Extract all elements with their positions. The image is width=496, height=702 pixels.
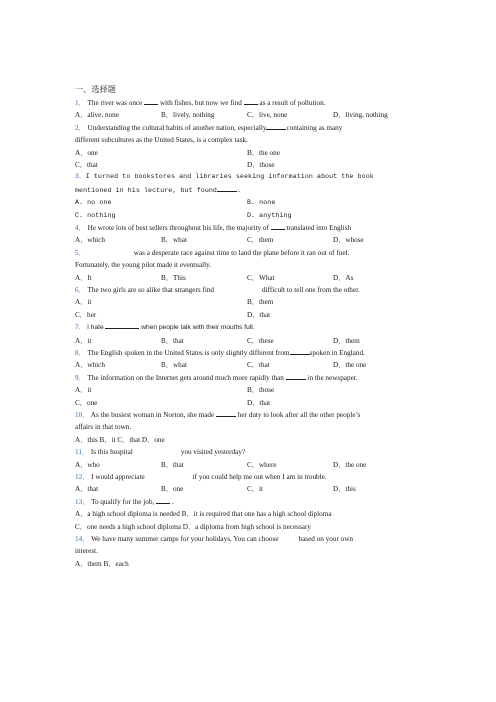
question-3: 3．I turned to bookstores and libraries seeking information about the book [75, 173, 374, 181]
question-14-cont: interest. [75, 547, 98, 556]
options-row: A．one B．the one [75, 148, 280, 157]
options-row: C．her D．that [75, 310, 271, 319]
answer-blank [266, 122, 286, 130]
options-row: A．It B．This C．What D．As [75, 273, 354, 282]
question-1: 1． The river was once with fishes, but now we find as a result of pollution. [75, 99, 326, 107]
options-row: A．who B．that C．where D．the one [75, 460, 367, 469]
options-row: A．alive, none B．lively, nothing C．live, none D．living, nothing [75, 111, 388, 120]
question-9: 9． The information on the Internet gets around much more rapidly than in the newspaper. [75, 373, 358, 382]
options-row: A．which B．what C．them D．whose [75, 236, 364, 245]
answer-blank [286, 372, 306, 380]
question-6: 6． The two girls are so alike that strangers find difficult to tell one from the other. [75, 285, 360, 294]
options-row: A．it B．that C．these D．them [75, 336, 360, 345]
answer-blank [217, 184, 237, 192]
options-row: A．a high school diploma is needed B．it is required that one has a high school diploma [75, 510, 332, 519]
options-row: A．this B．it C．that D．one [75, 435, 165, 444]
options-row: C．that D．those [75, 161, 275, 169]
options-row: A．which B．what C．that D．the one [75, 361, 367, 370]
options-row: C. nothing D. anything [75, 211, 292, 219]
answer-blank [271, 222, 285, 230]
question-4: 4． He wrote lots of best sellers throughout his life, the majority of translated into English [75, 223, 352, 232]
question-3-cont: mentioned in his lecture, but found . [75, 184, 420, 197]
options-row: C．one D．that [75, 398, 271, 407]
options-row: A. no one B. none [75, 199, 276, 207]
answer-blank [216, 409, 236, 417]
question-12: 12． I would appreciate if you could help me out when I am in trouble. [75, 472, 327, 481]
question-13: 13． To qualify for the job, . [75, 497, 174, 506]
options-row: A．it B．those [75, 386, 275, 395]
answer-blank [244, 97, 258, 105]
answer-blank [290, 347, 310, 355]
question-14: 14． We have many summer camps for your holidays. You can choose based on your own [75, 534, 354, 543]
options-row: A．it B．them [75, 298, 274, 307]
question-7: 7． I hate when people talk with their mouths full. [75, 321, 420, 334]
question-5: 5． was a desperate race against time to land the plane before it ran out of fuel. [75, 248, 350, 257]
question-sheet [75, 84, 420, 570]
question-5-cont: Fortunately, the young pilot made it eventually. [75, 261, 211, 270]
question-2: 2． Understanding the cultural habits of another nation, especially containing as many [75, 123, 343, 132]
options-row: C．one needs a high school diploma D．a diploma from high school is necessary [75, 522, 311, 531]
section-title: 一、选择题 [75, 85, 116, 94]
question-8: 8． The English spoken in the United States is only slightly different from spoken in England. [75, 348, 365, 357]
question-10: 10． As the busiest woman in Norton, she made her duty to look after all the other people’s [75, 410, 361, 419]
question-2-cont: different subcultures as the United States, is a complex task. [75, 136, 248, 145]
question-10-cont: affairs in that town. [75, 423, 132, 432]
answer-blank [156, 496, 170, 504]
options-row: A．them B．each [75, 559, 129, 568]
answer-blank [144, 97, 158, 105]
question-11: 11． Is this hospital you visited yesterday? [75, 448, 246, 457]
answer-blank [105, 321, 139, 329]
options-row: A．that B．one C．it D．this [75, 485, 356, 494]
